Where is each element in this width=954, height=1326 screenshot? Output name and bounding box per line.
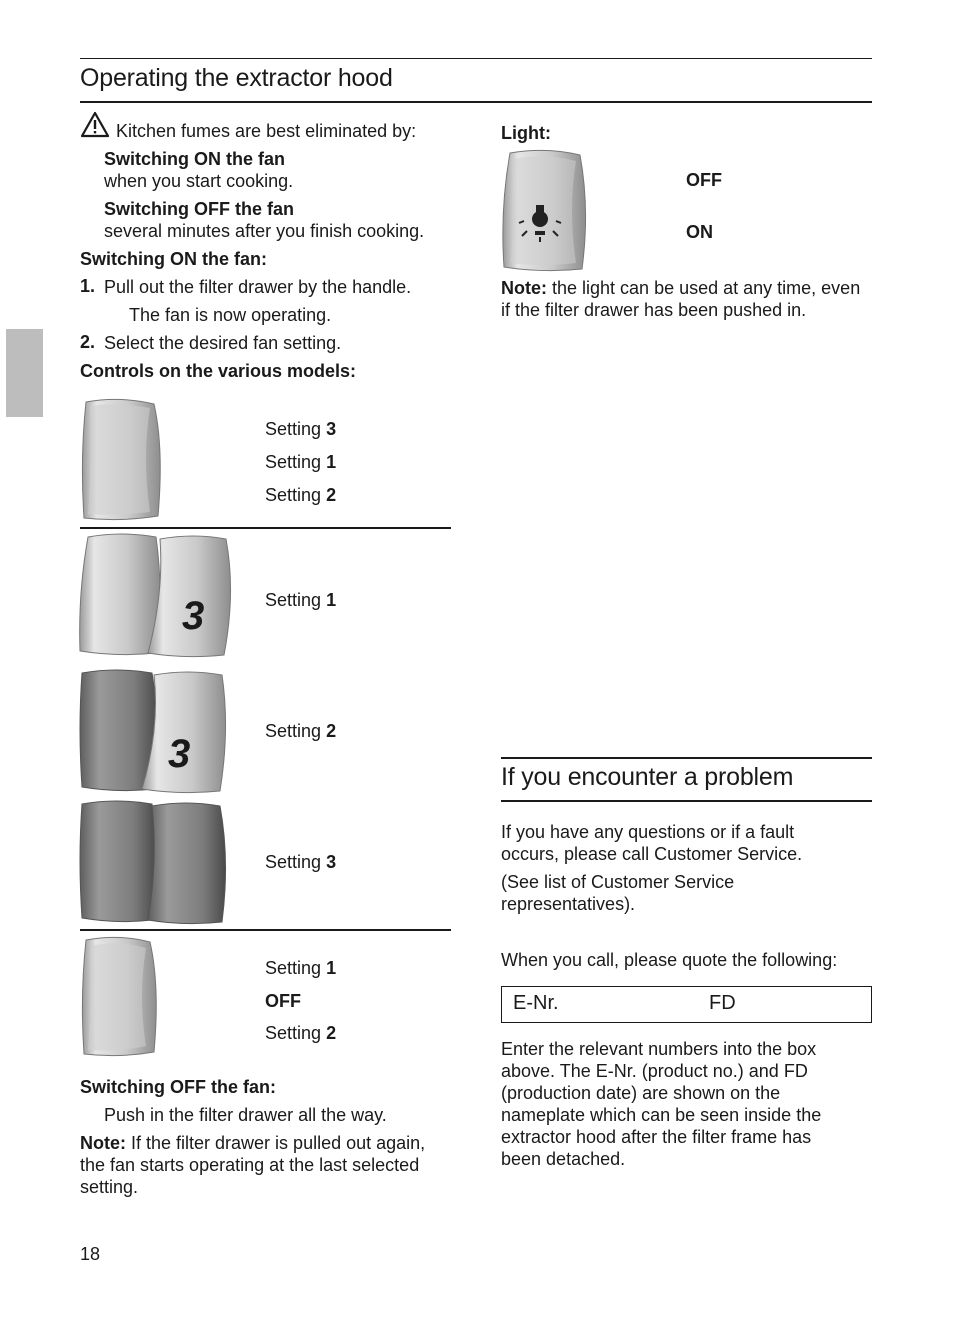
fan-note: Note: If the filter drawer is pulled out again, the fan starts operating at the last selected setting. [80,1133,426,1197]
model5-off: OFF [265,991,301,1011]
nameplate-text: Enter the relevant numbers into the box above. The E-Nr. (product no.) and FD (production date) are shown on the nameplate which can be seen inside the extractor hood after the filter frame has been detached. [501,1039,822,1169]
step1-number: 1. [80,276,96,296]
intro-text: Kitchen fumes are best eliminated by: [116,121,417,141]
rocker-switch-model5[interactable] [80,936,160,1058]
button-pair-setting1[interactable] [78,533,236,659]
step2-number: 2. [80,332,96,352]
button-pair-setting2[interactable] [78,669,230,795]
warning-icon [80,111,110,143]
button-numeral: 3 [182,594,205,638]
quote-text: When you call, please quote the following: [501,950,838,970]
step1-result: The fan is now operating. [129,305,332,325]
rocker-switch-model1[interactable] [80,398,164,522]
model2-setting: Setting 1 [265,590,337,610]
button-numeral: 3 [168,732,191,776]
page-title: Operating the extractor hood [80,64,393,92]
page-number: 18 [80,1244,101,1264]
model-divider [80,929,451,931]
model5-setting-top: Setting 1 [265,958,337,978]
off-text: several minutes after you finish cooking. [104,221,425,241]
on-heading: Switching ON the fan [104,149,286,169]
title-rule [80,101,872,103]
light-heading: Light: [501,123,551,143]
chapter-tab [6,329,43,417]
model5-setting-bottom: Setting 2 [265,1023,337,1043]
fd-label: FD [709,992,736,1014]
model1-setting-bottom: Setting 2 [265,485,337,505]
switch-off-text: Push in the filter drawer all the way. [104,1105,387,1125]
step1-text: Pull out the filter drawer by the handle. [104,277,412,297]
off-heading: Switching OFF the fan [104,199,294,219]
problem-top-rule [501,757,872,759]
step2-text: Select the desired fan setting. [104,333,342,353]
model1-setting-top: Setting 3 [265,419,337,439]
on-text: when you start cooking. [104,171,294,191]
problem-paragraph-2: (See list of Customer Service representatives). [501,872,735,914]
button-pair-setting3[interactable] [78,800,232,926]
enr-fd-box [501,986,872,1023]
switch-on-heading: Switching ON the fan: [80,249,267,269]
model1-setting-mid: Setting 1 [265,452,337,472]
controls-heading: Controls on the various models: [80,361,357,381]
top-rule [80,58,872,59]
light-off-label: OFF [686,170,722,190]
problem-title: If you encounter a problem [501,763,794,791]
model4-setting: Setting 3 [265,852,337,872]
light-on-label: ON [686,222,713,242]
enr-label: E-Nr. [513,992,559,1014]
problem-bottom-rule [501,800,872,802]
light-note: Note: the light can be used at any time, even if the filter drawer has been pushed in. [501,278,861,320]
model-divider [80,527,451,529]
light-switch[interactable] [500,149,590,273]
problem-paragraph-1: If you have any questions or if a fault occurs, please call Customer Service. [501,822,803,864]
switch-off-heading: Switching OFF the fan: [80,1077,276,1097]
model3-setting: Setting 2 [265,721,337,741]
